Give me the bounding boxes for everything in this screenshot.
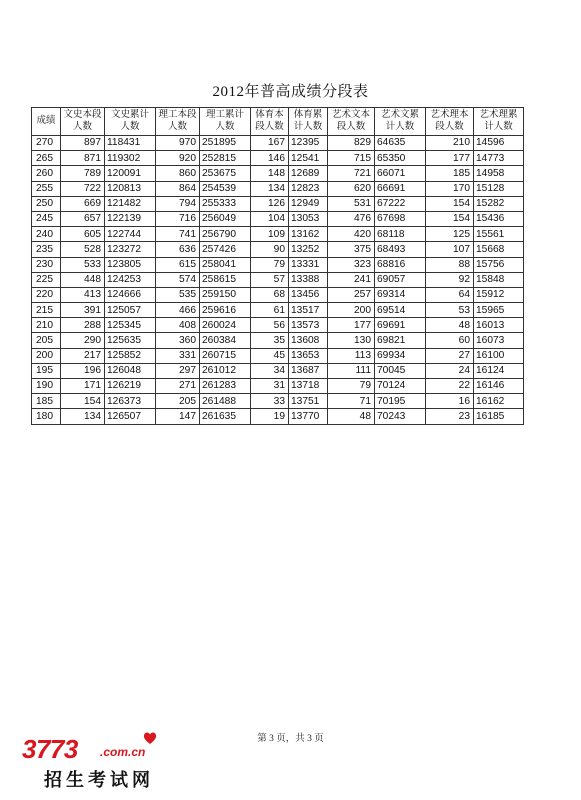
count-cell: 241 [328,272,375,287]
count-cell: 22 [426,379,474,394]
watermark-logo: 3773 [22,734,78,764]
count-cell: 13331 [289,257,328,272]
count-cell: 125345 [105,318,156,333]
count-cell: 256790 [200,227,251,242]
table-row [32,211,524,226]
score-cell: 270 [32,136,61,151]
count-cell: 67698 [375,211,426,226]
count-cell: 57 [251,272,289,287]
table-row [32,136,524,151]
count-cell: 69314 [375,287,426,302]
column-header-text: 体育累 [293,110,323,120]
count-cell: 123805 [105,257,156,272]
table-row [32,227,524,242]
count-cell: 65350 [375,151,426,166]
count-cell: 14596 [474,136,524,151]
count-cell: 70045 [375,363,426,378]
count-cell: 466 [156,303,200,318]
count-cell: 13162 [289,227,328,242]
table-row [32,318,524,333]
score-cell: 225 [32,272,61,287]
count-cell: 27 [426,348,474,363]
count-cell: 68493 [375,242,426,257]
count-cell: 15848 [474,272,524,287]
count-cell: 14773 [474,151,524,166]
count-cell: 574 [156,272,200,287]
count-cell: 408 [156,318,200,333]
count-cell: 13687 [289,363,328,378]
count-cell: 252815 [200,151,251,166]
score-table [31,107,524,425]
table-row [32,196,524,211]
score-cell: 265 [32,151,61,166]
column-header-text: 成绩 [36,115,56,126]
count-cell: 125 [426,227,474,242]
count-cell: 88 [426,257,474,272]
score-cell: 220 [32,287,61,302]
count-cell: 118431 [105,136,156,151]
count-cell: 64 [426,287,474,302]
watermark-slogan: 招生考试网 [44,770,154,791]
table-row [32,166,524,181]
header-row [32,108,524,136]
count-cell: 864 [156,181,200,196]
count-cell: 871 [61,151,105,166]
count-cell: 16124 [474,363,524,378]
count-cell: 15128 [474,181,524,196]
count-cell: 794 [156,196,200,211]
column-header [251,108,289,136]
count-cell: 70124 [375,379,426,394]
count-cell: 741 [156,227,200,242]
count-cell: 79 [251,257,289,272]
score-cell: 255 [32,181,61,196]
count-cell: 271 [156,379,200,394]
column-header-text: 艺术理本 [430,110,469,120]
column-header [61,108,105,136]
count-cell: 205 [156,394,200,409]
score-cell: 210 [32,318,61,333]
count-cell: 636 [156,242,200,257]
count-cell: 261012 [200,363,251,378]
count-cell: 119302 [105,151,156,166]
column-header-text: 理工本段 [158,110,197,120]
count-cell: 70195 [375,394,426,409]
count-cell: 669 [61,196,105,211]
count-cell: 53 [426,303,474,318]
count-cell: 122139 [105,211,156,226]
count-cell: 16100 [474,348,524,363]
column-header-text: 人数 [120,121,140,132]
count-cell: 154 [426,196,474,211]
count-cell: 23 [426,409,474,424]
count-cell: 13053 [289,211,328,226]
count-cell: 253675 [200,166,251,181]
count-cell: 60 [426,333,474,348]
count-cell: 147 [156,409,200,424]
count-cell: 68 [251,287,289,302]
count-cell: 860 [156,166,200,181]
count-cell: 120091 [105,166,156,181]
count-cell: 721 [328,166,375,181]
count-cell: 111 [328,363,375,378]
count-cell: 12689 [289,166,328,181]
column-header-text: 计人数 [293,121,323,132]
count-cell: 33 [251,394,289,409]
count-cell: 259150 [200,287,251,302]
count-cell: 113 [328,348,375,363]
count-cell: 715 [328,151,375,166]
count-cell: 109 [251,227,289,242]
count-cell: 19 [251,409,289,424]
count-cell: 170 [426,181,474,196]
count-cell: 716 [156,211,200,226]
table-row [32,379,524,394]
count-cell: 66691 [375,181,426,196]
count-cell: 261283 [200,379,251,394]
count-cell: 90 [251,242,289,257]
count-cell: 69934 [375,348,426,363]
count-cell: 12541 [289,151,328,166]
count-cell: 123272 [105,242,156,257]
count-cell: 255333 [200,196,251,211]
table-row [32,181,524,196]
score-cell: 185 [32,394,61,409]
count-cell: 148 [251,166,289,181]
count-cell: 125057 [105,303,156,318]
score-cell: 260 [32,166,61,181]
count-cell: 61 [251,303,289,318]
count-cell: 16073 [474,333,524,348]
column-header-text: 计人数 [385,121,415,132]
page-title: 2012年普高成绩分段表 [212,84,369,100]
count-cell: 167 [251,136,289,151]
count-cell: 897 [61,136,105,151]
column-header [375,108,426,136]
count-cell: 620 [328,181,375,196]
count-cell: 297 [156,363,200,378]
count-cell: 45 [251,348,289,363]
count-cell: 16185 [474,409,524,424]
score-cell: 250 [32,196,61,211]
score-cell: 235 [32,242,61,257]
count-cell: 254539 [200,181,251,196]
count-cell: 331 [156,348,200,363]
count-cell: 970 [156,136,200,151]
table-header [32,108,524,136]
count-cell: 528 [61,242,105,257]
page-footer: 第 3 页，共 3 页 [257,734,324,744]
count-cell: 14958 [474,166,524,181]
count-cell: 16 [426,394,474,409]
count-cell: 920 [156,151,200,166]
count-cell: 69691 [375,318,426,333]
table-row [32,151,524,166]
column-header [426,108,474,136]
count-cell: 126048 [105,363,156,378]
count-cell: 200 [328,303,375,318]
column-header [328,108,375,136]
count-cell: 391 [61,303,105,318]
column-header [32,108,61,136]
count-cell: 31 [251,379,289,394]
count-cell: 251895 [200,136,251,151]
count-cell: 24 [426,363,474,378]
count-cell: 126373 [105,394,156,409]
score-cell: 245 [32,211,61,226]
count-cell: 154 [426,211,474,226]
column-header [289,108,328,136]
score-cell: 200 [32,348,61,363]
score-cell: 215 [32,303,61,318]
column-header-text: 艺术理累 [479,110,518,120]
column-header [156,108,200,136]
count-cell: 70243 [375,409,426,424]
count-cell: 134 [61,409,105,424]
count-cell: 13573 [289,318,328,333]
count-cell: 12823 [289,181,328,196]
column-header [474,108,524,136]
count-cell: 68118 [375,227,426,242]
column-header-text: 计人数 [484,121,513,132]
count-cell: 13751 [289,394,328,409]
count-cell: 177 [426,151,474,166]
heart-icon [142,730,158,746]
count-cell: 259616 [200,303,251,318]
count-cell: 12949 [289,196,328,211]
score-cell: 205 [32,333,61,348]
count-cell: 261488 [200,394,251,409]
count-cell: 122744 [105,227,156,242]
count-cell: 722 [61,181,105,196]
count-cell: 79 [328,379,375,394]
count-cell: 130 [328,333,375,348]
count-cell: 535 [156,287,200,302]
count-cell: 420 [328,227,375,242]
count-cell: 13252 [289,242,328,257]
count-cell: 71 [328,394,375,409]
count-cell: 360 [156,333,200,348]
count-cell: 15668 [474,242,524,257]
count-cell: 290 [61,333,105,348]
column-header-text: 段人数 [435,121,464,132]
count-cell: 196 [61,363,105,378]
count-cell: 185 [426,166,474,181]
column-header [105,108,156,136]
column-header-text: 体育本 [255,110,284,120]
count-cell: 146 [251,151,289,166]
score-cell: 180 [32,409,61,424]
count-cell: 13456 [289,287,328,302]
count-cell: 789 [61,166,105,181]
count-cell: 124666 [105,287,156,302]
count-cell: 34 [251,363,289,378]
count-cell: 531 [328,196,375,211]
count-cell: 107 [426,242,474,257]
count-cell: 829 [328,136,375,151]
count-cell: 260384 [200,333,251,348]
count-cell: 69514 [375,303,426,318]
count-cell: 413 [61,287,105,302]
count-cell: 126507 [105,409,156,424]
score-cell: 230 [32,257,61,272]
watermark [8,728,183,794]
table-row [32,287,524,302]
column-header-text: 段人数 [336,121,366,132]
count-cell: 13388 [289,272,328,287]
column-header-text: 艺术文本 [331,110,370,120]
count-cell: 615 [156,257,200,272]
column-header-text: 文史累计 [110,110,149,120]
count-cell: 125852 [105,348,156,363]
count-cell: 217 [61,348,105,363]
count-cell: 260715 [200,348,251,363]
watermark-domain: .com.cn [100,745,146,759]
column-header-text: 人数 [215,121,235,132]
count-cell: 533 [61,257,105,272]
count-cell: 67222 [375,196,426,211]
count-cell: 125635 [105,333,156,348]
count-cell: 56 [251,318,289,333]
count-cell: 260024 [200,318,251,333]
count-cell: 323 [328,257,375,272]
column-header-text: 段人数 [255,121,284,132]
count-cell: 134 [251,181,289,196]
count-cell: 69057 [375,272,426,287]
column-header-text: 人数 [167,121,187,132]
count-cell: 68816 [375,257,426,272]
count-cell: 258615 [200,272,251,287]
count-cell: 154 [61,394,105,409]
column-header-text: 人数 [72,121,92,132]
count-cell: 16162 [474,394,524,409]
count-cell: 288 [61,318,105,333]
count-cell: 15912 [474,287,524,302]
count-cell: 448 [61,272,105,287]
column-header-text: 文史本段 [63,110,102,120]
count-cell: 261635 [200,409,251,424]
table-body [32,136,524,425]
count-cell: 258041 [200,257,251,272]
count-cell: 35 [251,333,289,348]
count-cell: 375 [328,242,375,257]
table-row [32,242,524,257]
count-cell: 48 [328,409,375,424]
count-cell: 15436 [474,211,524,226]
count-cell: 177 [328,318,375,333]
count-cell: 171 [61,379,105,394]
score-cell: 190 [32,379,61,394]
table-row [32,257,524,272]
count-cell: 13770 [289,409,328,424]
count-cell: 120813 [105,181,156,196]
count-cell: 256049 [200,211,251,226]
count-cell: 13517 [289,303,328,318]
count-cell: 126219 [105,379,156,394]
column-header-text: 理工累计 [205,110,244,120]
count-cell: 121482 [105,196,156,211]
count-cell: 12395 [289,136,328,151]
table-row [32,348,524,363]
count-cell: 104 [251,211,289,226]
table-row [32,272,524,287]
table-row [32,363,524,378]
count-cell: 16146 [474,379,524,394]
count-cell: 69821 [375,333,426,348]
count-cell: 15965 [474,303,524,318]
count-cell: 66071 [375,166,426,181]
count-cell: 15561 [474,227,524,242]
count-cell: 257 [328,287,375,302]
count-cell: 605 [61,227,105,242]
table-row [32,394,524,409]
count-cell: 16013 [474,318,524,333]
count-cell: 13718 [289,379,328,394]
count-cell: 48 [426,318,474,333]
count-cell: 64635 [375,136,426,151]
count-cell: 657 [61,211,105,226]
count-cell: 126 [251,196,289,211]
count-cell: 476 [328,211,375,226]
column-header-text: 艺术文累 [380,110,419,120]
column-header [200,108,251,136]
count-cell: 15756 [474,257,524,272]
table-row [32,409,524,424]
count-cell: 124253 [105,272,156,287]
table-row [32,303,524,318]
count-cell: 13653 [289,348,328,363]
score-cell: 240 [32,227,61,242]
count-cell: 13608 [289,333,328,348]
count-cell: 15282 [474,196,524,211]
count-cell: 210 [426,136,474,151]
table-row [32,333,524,348]
count-cell: 92 [426,272,474,287]
count-cell: 257426 [200,242,251,257]
score-cell: 195 [32,363,61,378]
